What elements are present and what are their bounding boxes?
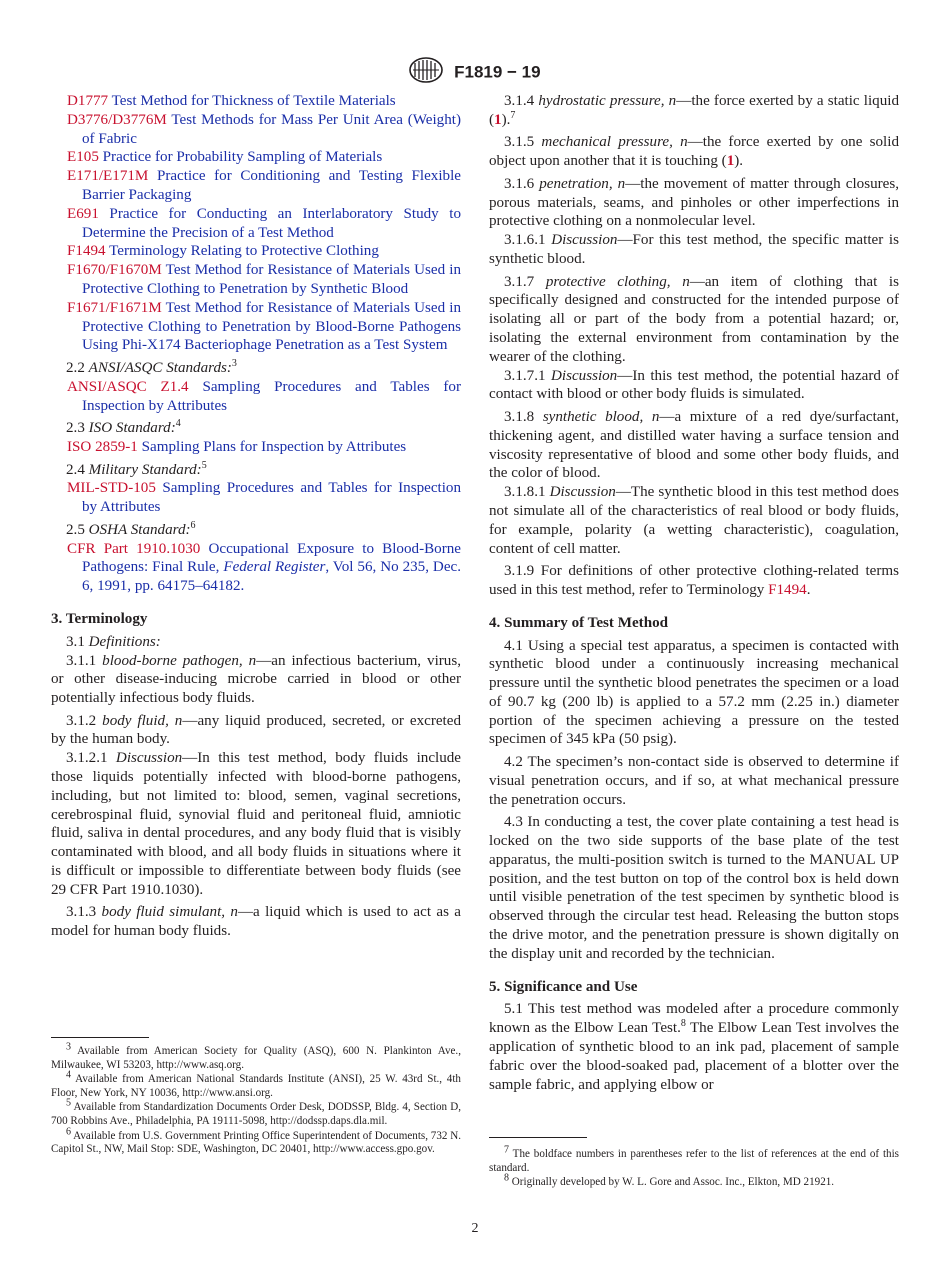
reference-title[interactable]: Test Method for Resistance of Materials Used in Protective Clothing to Penetration by Blood-Borne Pathogens Using Phi-X174 Bacteriophage Penetration as a Test System bbox=[82, 299, 461, 354]
citation-link[interactable]: 1 bbox=[726, 153, 735, 170]
footnotes-left bbox=[51, 1041, 461, 1158]
footnote-text: Available from American Society for Quality (ASQ), 600 N. Plankinton Ave., Milwaukee, WI 53203, http://www.asq.org. bbox=[51, 1045, 461, 1071]
section-3-1-9: 3.1.9 For definitions of other protective clothing-related terms used in this test method, refer to Terminology F1494. bbox=[489, 563, 899, 598]
reference-title[interactable]: Practice for Probability Sampling of Materials bbox=[102, 149, 383, 166]
reference-title[interactable]: Test Method for Thickness of Textile Materials bbox=[111, 93, 396, 109]
citation-link[interactable]: 1 bbox=[494, 111, 502, 128]
footnote-text: Available from U.S. Government Printing Office Superintendent of Documents, 732 N. Capitol St., NW, Mail Stop: SDE, Washington, DC 20401, http://www.access.gpo.gov. bbox=[51, 1129, 461, 1156]
reference-item[interactable] bbox=[51, 261, 461, 299]
reference-mil-std[interactable]: MIL-STD-105 Sampling Procedures and Tables for Inspection by Attributes bbox=[67, 480, 461, 516]
section-3-1-7-1: 3.1.7.1 Discussion—In this test method, the potential hazard of contact with blood or other body fluids is simulated. bbox=[489, 367, 899, 403]
reference-code[interactable]: D1777 bbox=[67, 93, 109, 109]
reference-ansi[interactable]: ANSI/ASQC Z1.4 Sampling Procedures and Tables for Inspection by Attributes bbox=[67, 378, 461, 414]
reference-code[interactable]: D3776/D3776M bbox=[67, 111, 167, 128]
footnote-marker: 5 bbox=[66, 1097, 71, 1109]
reference-item[interactable] bbox=[51, 299, 461, 355]
page-header bbox=[0, 57, 950, 88]
reference-list bbox=[51, 92, 461, 355]
reference-title[interactable]: Test Method for Resistance of Materials Used in Protective Clothing to Penetration by Synthetic Blood bbox=[82, 262, 461, 297]
footnotes-right bbox=[489, 1144, 899, 1191]
section-3-1-8: 3.1.8 synthetic blood, n—a mixture of a red dye/surfactant, thickening agent, and distilled water having a surface tension and viscosity representative of blood and some other body fluids, and the color of blood. bbox=[489, 408, 899, 482]
reference-title[interactable]: Practice for Conducting an Interlaboratory Study to Determine the Precision of a Test Method bbox=[82, 205, 462, 241]
left-column bbox=[51, 92, 461, 941]
section-2-2: 2.2 ANSI/ASQC Standards:$^3$ bbox=[66, 357, 237, 376]
reference-code[interactable]: E171/E171M bbox=[67, 168, 149, 185]
standard-designation: F1819 − 19 bbox=[454, 62, 541, 82]
section-3-heading: 3. Terminology bbox=[51, 610, 148, 627]
section-4-2: 4.2 The specimen’s non-contact side is observed to determine if visual penetration occurs, and if so, at what mechanical pressure the penetration occurs. bbox=[489, 754, 899, 808]
section-3-1: 3.1 Definitions: bbox=[66, 633, 161, 650]
section-4-1: 4.1 Using a special test apparatus, a specimen is contacted with synthetic blood under a continuously increasing mechanical pressure until the synthetic blood penetrates the specimen or a load of 90.7 kg (200 lb) is applied to a 57.2 mm (2.25 in.) diameter portion of the specimen achieving a pressure on the tested specimen of 345 kPa (50 psig). bbox=[489, 637, 899, 748]
section-3-1-3: 3.1.3 body fluid simulant, n—a liquid which is used to act as a model for human body fluids. bbox=[51, 904, 461, 940]
terminology-link[interactable]: F1494 bbox=[768, 581, 807, 598]
reference-code[interactable]: E691 bbox=[67, 205, 99, 222]
section-3-1-8-1: 3.1.8.1 Discussion—The synthetic blood in this test method does not simulate all of the characteristics of real blood or body fluids, for example, polarity (a wetting characteristic), coagulation, content of cell matter. bbox=[489, 484, 899, 557]
section-5-1: 5.1 This test method was modeled after a procedure commonly known as the Elbow Lean Test.$^8$ The Elbow Lean Test involves the application of synthetic blood to an ink pad, placement of sample fabric over the blood-soaked pad, placement of a blotter over the sample fabric, and applying elbow or bbox=[489, 1001, 899, 1093]
section-3-1-2: 3.1.2 body fluid, n—any liquid produced, secreted, or excreted by the human body. bbox=[51, 712, 461, 748]
reference-code[interactable]: F1494 bbox=[67, 243, 106, 260]
section-4-3: 4.3 In conducting a test, the cover plate containing a test head is locked on the two side supports of the base plate of the test apparatus, the multi-position switch is turned to the MANUAL UP position, and the test button on top of the control box is held down until visible penetration of the test specimen by synthetic blood is observed through the circular test head. Releasing the button stops the drive motor, and the penetration pressure is shown digitally on the display unit and recorded by the technician. bbox=[489, 814, 899, 962]
reference-title[interactable]: Practice for Conditioning and Testing Flexible Barrier Packaging bbox=[82, 168, 461, 203]
section-3-1-2-1: 3.1.2.1 Discussion—In this test method, body fluids include those liquids potentially infected with blood-borne pathogens, including, but not limited to: blood, semen, vaginal secretions, cerebrospinal fluid, synovial fluid and peritoneal fluid, amniotic fluid, saliva in dental procedures, and any body fluid that is visibly contaminated with blood, and all body fluids in situations where it is difficult or impossible to differentiate between body fluids (see 29 CFR Part 1910.1030). bbox=[51, 750, 461, 898]
section-2-4: 2.4 Military Standard:$^5$ bbox=[66, 459, 207, 478]
footnote bbox=[51, 1069, 461, 1100]
footnote-marker: 4 bbox=[66, 1069, 71, 1081]
footnote-marker: 7 bbox=[504, 1144, 509, 1156]
footnote bbox=[489, 1144, 899, 1175]
footnote bbox=[51, 1041, 461, 1072]
reference-item[interactable] bbox=[51, 205, 461, 243]
footnote-marker: 3 bbox=[66, 1041, 71, 1053]
footnote bbox=[51, 1125, 461, 1157]
section-3-1-6-1: 3.1.6.1 Discussion—For this test method, the specific matter is synthetic blood. bbox=[489, 232, 899, 267]
page-number: 2 bbox=[471, 1221, 479, 1236]
section-3-1-1: 3.1.1 blood-borne pathogen, n—an infectious bacterium, virus, or other disease-inducing microbe carried in blood or other potentially infectious body fluids. bbox=[51, 652, 461, 707]
reference-code[interactable]: F1671/F1671M bbox=[67, 299, 162, 316]
reference-title[interactable]: Test Methods for Mass Per Unit Area (Weight) of Fabric bbox=[82, 111, 461, 147]
section-3-1-4: 3.1.4 hydrostatic pressure, n—the force exerted by a static liquid (1).$^7$ bbox=[489, 93, 900, 128]
footnote-marker: 6 bbox=[66, 1125, 71, 1137]
footnote-rule-right bbox=[489, 1137, 587, 1138]
right-column bbox=[489, 92, 899, 1094]
section-2-5: 2.5 OSHA Standard:$^6$ bbox=[66, 519, 196, 538]
reference-iso[interactable]: ISO 2859-1 Sampling Plans for Inspection by Attributes bbox=[67, 438, 407, 455]
reference-code[interactable]: F1670/F1670M bbox=[67, 262, 162, 279]
reference-item[interactable] bbox=[51, 242, 461, 261]
reference-title[interactable]: Terminology Relating to Protective Clothing bbox=[109, 243, 379, 260]
astm-logo-icon bbox=[409, 57, 443, 88]
footnote-text: Originally developed by W. L. Gore and Assoc. Inc., Elkton, MD 21921. bbox=[511, 1176, 835, 1189]
footnote bbox=[489, 1172, 899, 1190]
section-3-1-6: 3.1.6 penetration, n—the movement of matter through closures, porous materials, seams, and pinholes or other imperfections in protective clothing on a nonmolecular level. bbox=[489, 175, 899, 230]
reference-item[interactable] bbox=[51, 111, 461, 149]
reference-item[interactable] bbox=[51, 148, 461, 167]
footnote-marker: 8 bbox=[504, 1172, 509, 1184]
footnote-text: Available from American National Standards Institute (ANSI), 25 W. 43rd St., 4th Floor, New York, NY 10036, http://www.ansi.org. bbox=[51, 1073, 461, 1099]
section-4-heading: 4. Summary of Test Method bbox=[489, 614, 669, 631]
footnote-text: Available from Standardization Documents Order Desk, DODSSP, Bldg. 4, Section D, 700 Robbins Ave., Philadelphia, PA 19111-5098, http://dodssp.daps.dla.mil. bbox=[51, 1101, 461, 1127]
reference-code[interactable]: E105 bbox=[67, 149, 99, 166]
section-5-heading: 5. Significance and Use bbox=[489, 978, 638, 995]
footnote bbox=[51, 1097, 461, 1128]
section-2-3: 2.3 ISO Standard:$^4$ bbox=[66, 418, 181, 437]
reference-item[interactable] bbox=[51, 92, 461, 111]
reference-item[interactable] bbox=[51, 167, 461, 205]
section-3-1-7: 3.1.7 protective clothing, n—an item of clothing that is specifically designed and constructed for the intended purpose of isolating all or part of the body from a potential hazard; or, isolating the external environment from contamination by the wearer of the clothing. bbox=[489, 273, 899, 365]
reference-cfr[interactable]: CFR Part 1910.1030 Occupational Exposure to Blood-Borne Pathogens: Final Rule, Federal Register, Vol 56, No 235, Dec. 6, 1991, pp. 64175–64182. bbox=[67, 540, 461, 595]
section-3-1-5: 3.1.5 mechanical pressure, n—the force exerted by one solid object upon another that it is touching (1). bbox=[489, 134, 899, 170]
footnote-rule-left bbox=[51, 1037, 149, 1038]
footnote-text: The boldface numbers in parentheses refer to the list of references at the end of this standard. bbox=[489, 1148, 899, 1174]
